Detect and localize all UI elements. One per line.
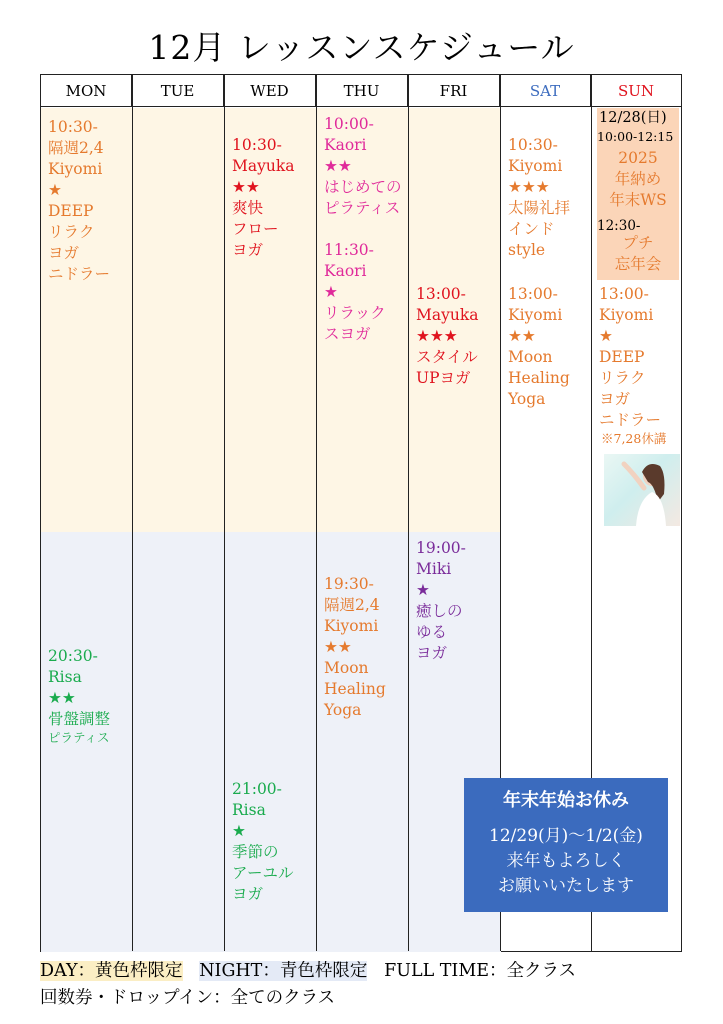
event-line: 年末WS (609, 191, 667, 209)
lesson-level: ★★ (232, 178, 260, 196)
lesson-name: 骨盤調整 (48, 710, 111, 728)
header-divider (41, 106, 681, 107)
lesson-teacher: Risa (232, 801, 266, 819)
instructor-photo (604, 454, 680, 526)
header-mon: MON (41, 75, 132, 107)
holiday-line: 12/29(月)〜1/2(金) (489, 826, 643, 846)
lesson-name: Yoga (324, 701, 362, 719)
event-line: 忘年会 (614, 255, 662, 273)
lesson-name: 癒しの (416, 602, 463, 620)
lesson-name: はじめての (324, 178, 402, 196)
lesson-note: 隔週2,4 (324, 596, 380, 614)
lesson-thu-day-2 (324, 240, 386, 345)
event-line: プチ (622, 234, 654, 252)
lesson-level: ★★ (48, 689, 76, 707)
lesson-name: リラク (48, 223, 95, 241)
holiday-line: 来年もよろしく (506, 851, 626, 871)
instructor-photo-graphic (604, 454, 680, 526)
lesson-fri-night (416, 538, 466, 664)
lesson-sun-day (599, 284, 661, 431)
footer-line-2: 回数券・ドロップイン：全てのクラス (40, 988, 336, 1008)
legend-day: DAY：黄色枠限定 (40, 961, 183, 981)
lesson-teacher: Miki (416, 560, 452, 578)
lesson-teacher: Risa (48, 668, 82, 686)
lesson-level: ★★ (508, 327, 536, 345)
lesson-time: 13:00- (599, 285, 649, 303)
lesson-teacher: Kaori (324, 262, 367, 280)
lesson-name: DEEP (599, 348, 645, 366)
lesson-level: ★★ (324, 157, 352, 175)
lesson-name: インド (508, 220, 555, 238)
lesson-name: アーユル (232, 864, 294, 882)
lesson-level: ★ (232, 822, 246, 840)
lesson-level: ★ (48, 181, 62, 199)
lesson-name: ヨガ (599, 390, 631, 408)
lesson-time: 19:00- (416, 539, 466, 557)
lesson-name: DEEP (48, 202, 94, 220)
lesson-name: ヨガ (232, 885, 264, 903)
column-divider (224, 75, 225, 951)
event-line: 2025 (618, 149, 658, 167)
header-thu: THU (316, 75, 408, 107)
lesson-level: ★ (599, 327, 613, 345)
lesson-name: ヨガ (416, 644, 448, 662)
holiday-line: お願いいたします (498, 876, 634, 896)
lesson-name: UPヨガ (416, 369, 471, 387)
lesson-teacher: Kiyomi (48, 160, 103, 178)
column-divider (316, 75, 317, 951)
lesson-level: ★★ (324, 638, 352, 656)
lesson-level: ★ (324, 283, 338, 301)
lesson-mon-night (48, 646, 110, 746)
lesson-teacher: Kiyomi (599, 306, 654, 324)
lesson-name: スヨガ (324, 325, 371, 343)
lesson-name: Moon (508, 348, 553, 366)
lesson-thu-night (324, 574, 386, 721)
lesson-time: 19:30- (324, 575, 374, 593)
lesson-name: ニドラー (599, 411, 662, 429)
lesson-time: 10:30- (232, 136, 282, 154)
sun-event-2 (597, 233, 679, 275)
lesson-teacher: Mayuka (416, 306, 479, 324)
column-divider (132, 75, 133, 951)
lesson-name: 季節の (232, 843, 279, 861)
lesson-time: 13:00- (508, 285, 558, 303)
lesson-name: ニドラー (48, 265, 111, 283)
lesson-sat-day-1 (508, 135, 570, 261)
lesson-level: ★ (416, 581, 430, 599)
holiday-notice (464, 778, 668, 912)
lesson-level: ★★★ (508, 178, 550, 196)
lesson-name: ゆる (416, 623, 448, 641)
lesson-name: Healing (324, 680, 386, 698)
lesson-name: style (508, 241, 546, 259)
lesson-time: 10:30- (508, 136, 558, 154)
event-line: 年納め (614, 170, 662, 188)
lesson-note: 隔週2,4 (48, 139, 104, 157)
lesson-teacher: Kiyomi (508, 157, 563, 175)
lesson-time: 20:30- (48, 647, 98, 665)
page-title: 12月 レッスンスケジュール (148, 28, 575, 67)
sun-event2-time: 12:30- (597, 218, 641, 234)
lesson-name: ヨガ (48, 244, 80, 262)
lesson-teacher: Kiyomi (508, 306, 563, 324)
header-sat: SAT (500, 75, 591, 107)
header-fri: FRI (408, 75, 500, 107)
lesson-name: スタイル (416, 348, 478, 366)
sun-event-time: 10:00-12:15 (597, 129, 674, 144)
column-divider (408, 75, 409, 951)
lesson-time: 11:30- (324, 241, 374, 259)
lesson-name: ピラティス (48, 730, 110, 745)
sun-event-date: 12/28(日) (599, 110, 667, 126)
lesson-time: 21:00- (232, 780, 282, 798)
lesson-name: リラク (599, 369, 646, 387)
footer-legend (40, 958, 576, 1012)
lesson-name: Moon (324, 659, 369, 677)
lesson-level: ★★★ (416, 327, 458, 345)
lesson-name: 太陽礼拝 (508, 199, 571, 217)
lesson-name: Yoga (508, 390, 546, 408)
lesson-name: ピラティス (324, 199, 401, 217)
lesson-name: フロー (232, 220, 279, 238)
lesson-name: Healing (508, 369, 570, 387)
header-tue: TUE (132, 75, 224, 107)
header-wed: WED (224, 75, 316, 107)
legend-night: NIGHT：青色枠限定 (199, 961, 368, 981)
footer-line-1 (40, 958, 576, 985)
sun-note: ※7,28休講 (601, 431, 667, 446)
lesson-name: リラック (324, 304, 386, 322)
lesson-time: 13:00- (416, 285, 466, 303)
lesson-wed-night (232, 779, 294, 905)
lesson-time: 10:30- (48, 118, 98, 136)
legend-full: FULL TIME：全クラス (384, 961, 577, 981)
lesson-teacher: Mayuka (232, 157, 295, 175)
lesson-teacher: Kaori (324, 136, 367, 154)
lesson-name: 爽快 (232, 199, 264, 217)
lesson-name: ヨガ (232, 241, 264, 259)
lesson-sat-day-2 (508, 284, 570, 410)
lesson-thu-day-1 (324, 114, 402, 219)
sun-event (597, 148, 679, 211)
lesson-wed-day (232, 135, 294, 261)
lesson-mon-day (48, 117, 110, 285)
lesson-fri-day (416, 284, 478, 389)
lesson-time: 10:00- (324, 115, 374, 133)
lesson-teacher: Kiyomi (324, 617, 379, 635)
header-sun: SUN (617, 82, 655, 100)
holiday-heading: 年末年始お休み (503, 790, 629, 811)
